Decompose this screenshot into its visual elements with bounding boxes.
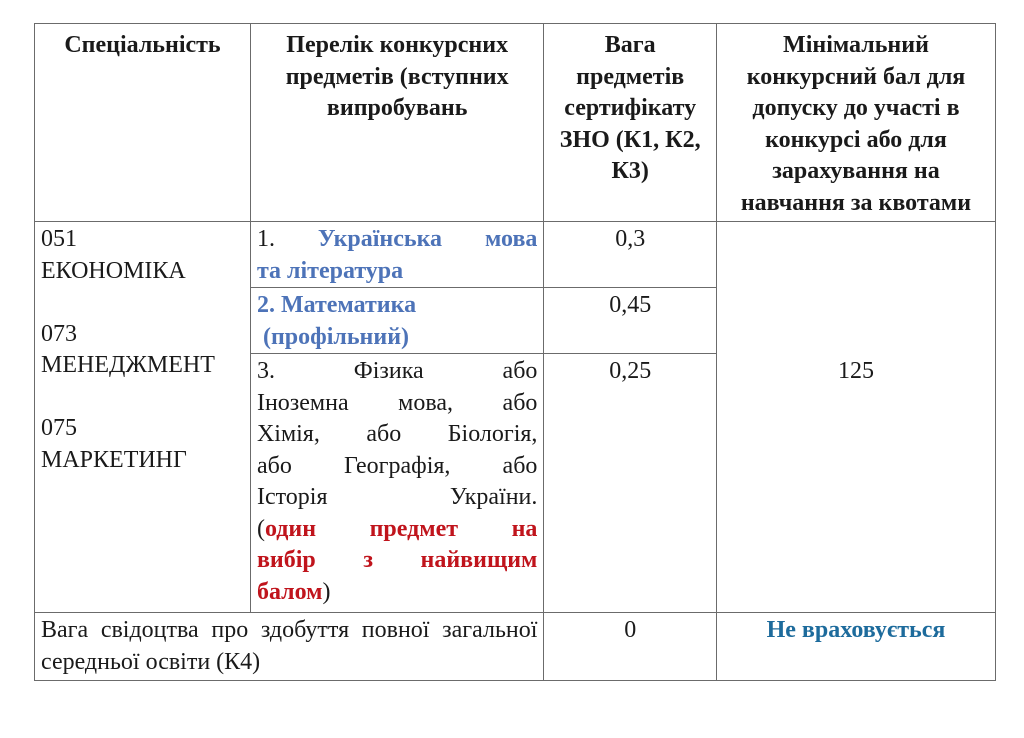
weight-ukrainian: 0,3 <box>544 222 717 288</box>
certificate-weight: 0 <box>544 613 717 681</box>
elective-note-line <box>257 514 537 546</box>
header-specialty: Спеціальність <box>35 24 251 222</box>
specialty-name: МАРКЕТИНГ <box>41 446 187 473</box>
subject-line: Історія України. <box>256 484 538 510</box>
subject-name: 2. Математика <box>256 292 417 318</box>
specialty-economics <box>41 224 244 287</box>
subject-name-cont: та література <box>256 257 404 284</box>
subject-line: 3. Фізика або <box>256 358 538 384</box>
header-subjects: Перелік конкурсних предметів (вступних випробувань <box>250 24 543 222</box>
admission-table <box>34 23 996 681</box>
subject-line <box>257 224 537 256</box>
certificate-row <box>35 613 996 681</box>
open-paren: ( <box>256 515 265 542</box>
subject-elective <box>250 354 543 613</box>
specialty-management <box>41 319 244 382</box>
subject-ukrainian <box>250 222 543 288</box>
header-min-score: Мінімальний конкурсний бал для допуску до участі в конкурсі або для зарахування на навчання за квотами <box>716 24 995 222</box>
elective-note-last: балом <box>256 578 323 605</box>
weight-math: 0,45 <box>544 288 717 354</box>
subject-math <box>250 288 543 354</box>
certificate-label: Вага свідоцтва про здобуття повної загальної середньої освіти (К4) <box>35 613 544 681</box>
header-row <box>35 24 996 222</box>
specialty-code: 073 <box>41 320 77 347</box>
subject-line: Хімія, або Біологія, <box>256 421 538 447</box>
subject-detail: (профільний) <box>262 323 410 350</box>
elective-note-cont: вибір з найвищим <box>256 547 538 573</box>
table-row <box>35 222 996 288</box>
specialty-name: МЕНЕДЖМЕНТ <box>41 352 215 378</box>
elective-note-end <box>257 577 537 609</box>
weight-elective: 0,25 <box>544 354 717 613</box>
specialty-name: ЕКОНОМІКА <box>41 257 186 284</box>
specialty-code: 051 <box>41 226 77 252</box>
subject-line: або Географія, або <box>256 452 538 479</box>
min-score-value: 125 <box>837 358 874 384</box>
specialty-code: 075 <box>41 415 77 441</box>
header-weight: Вага предметів сертифікату ЗНО (К1, К2, К3) <box>544 24 717 222</box>
specialties-cell <box>35 222 251 613</box>
min-score-cell <box>716 222 995 613</box>
specialty-marketing <box>41 413 244 476</box>
subject-line: Іноземна мова, або <box>256 389 538 416</box>
elective-note: один предмет на <box>264 515 538 542</box>
certificate-note: Не враховується <box>716 613 995 681</box>
subject-name: Українська мова <box>317 226 538 252</box>
close-paren: ) <box>322 578 331 605</box>
subject-number: 1. <box>256 226 275 252</box>
